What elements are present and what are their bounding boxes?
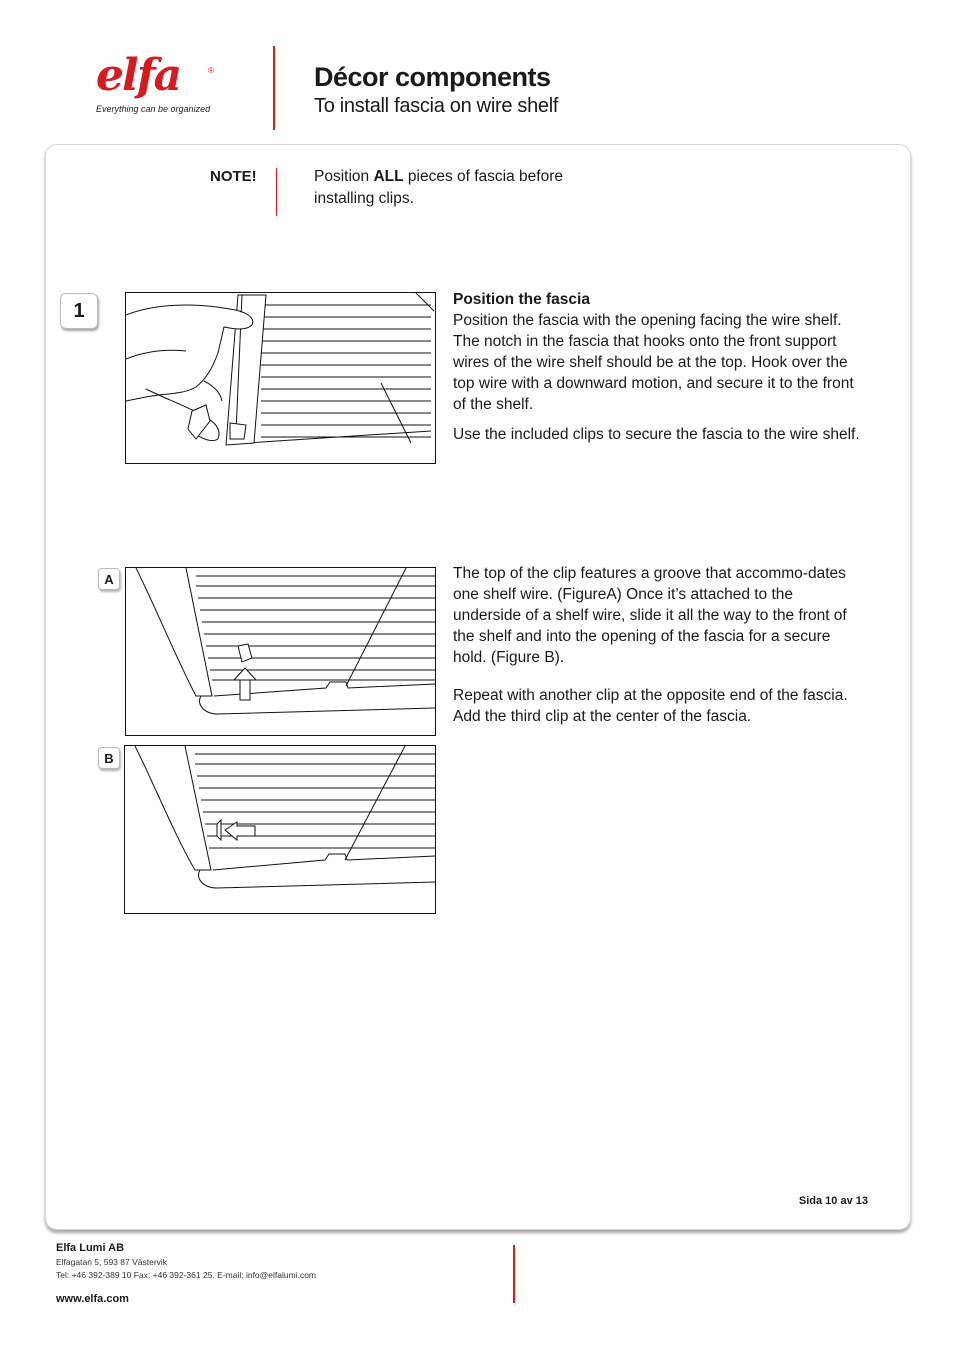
footer-divider (513, 1245, 515, 1303)
header-divider (273, 46, 275, 130)
clip-attach-illustration (126, 568, 435, 735)
step1-heading: Position the fascia (453, 291, 590, 308)
figure-position-fascia (125, 292, 436, 464)
footer-address: Elfagatan 5, 593 87 Västervik (56, 1257, 168, 1267)
footer-company: Elfa Lumi AB (56, 1242, 125, 1254)
page-title: Décor components (314, 62, 551, 92)
footer-contact: Tel: +46 392-389 10 Fax: +46 392-361 25. E-mail: info@elfalumi.com (56, 1270, 316, 1280)
figure-a (125, 567, 436, 736)
elfa-logo: elfa (96, 50, 181, 101)
page-number: Sida 10 av 13 (798, 1195, 868, 1207)
note-divider (276, 168, 277, 216)
logo-tagline: Everything can be organized (96, 104, 211, 114)
clip-text (453, 563, 863, 727)
registered-mark: ® (208, 66, 214, 75)
clip-paragraph1: The top of the clip features a groove that accommo-dates one shelf wire. (FigureA) Once it’s attached to the underside of a shelf wire, slide it all the way to the front of the shelf and into the opening of the fascia for a secure hold. (Figure B). (453, 565, 847, 666)
figure-b (124, 745, 436, 914)
note-text: Position ALL pieces of fascia before installing clips. (314, 168, 563, 207)
hands-fascia-illustration (126, 293, 435, 463)
footer-website-link[interactable]: www.elfa.com (56, 1293, 129, 1305)
clip-slide-illustration (125, 746, 435, 913)
figure-b-badge: B (98, 747, 120, 769)
step-number-badge: 1 (60, 293, 98, 329)
page-subtitle: To install fascia on wire shelf (314, 95, 559, 117)
figure-a-badge: A (98, 568, 120, 590)
step1-paragraph2: Use the included clips to secure the fascia to the wire shelf. (453, 426, 860, 443)
clip-paragraph2: Repeat with another clip at the opposite end of the fascia. Add the third clip at the center of the fascia. (453, 687, 848, 725)
note-label: NOTE! (210, 168, 257, 185)
step1-text (453, 289, 863, 445)
step1-paragraph1: Position the fascia with the opening facing the wire shelf. The notch in the fascia that hooks onto the front support wires of the wire shelf should be at the top. Hook over the top wire with a downward motion, and secure it to the front of the shelf. (453, 312, 854, 413)
